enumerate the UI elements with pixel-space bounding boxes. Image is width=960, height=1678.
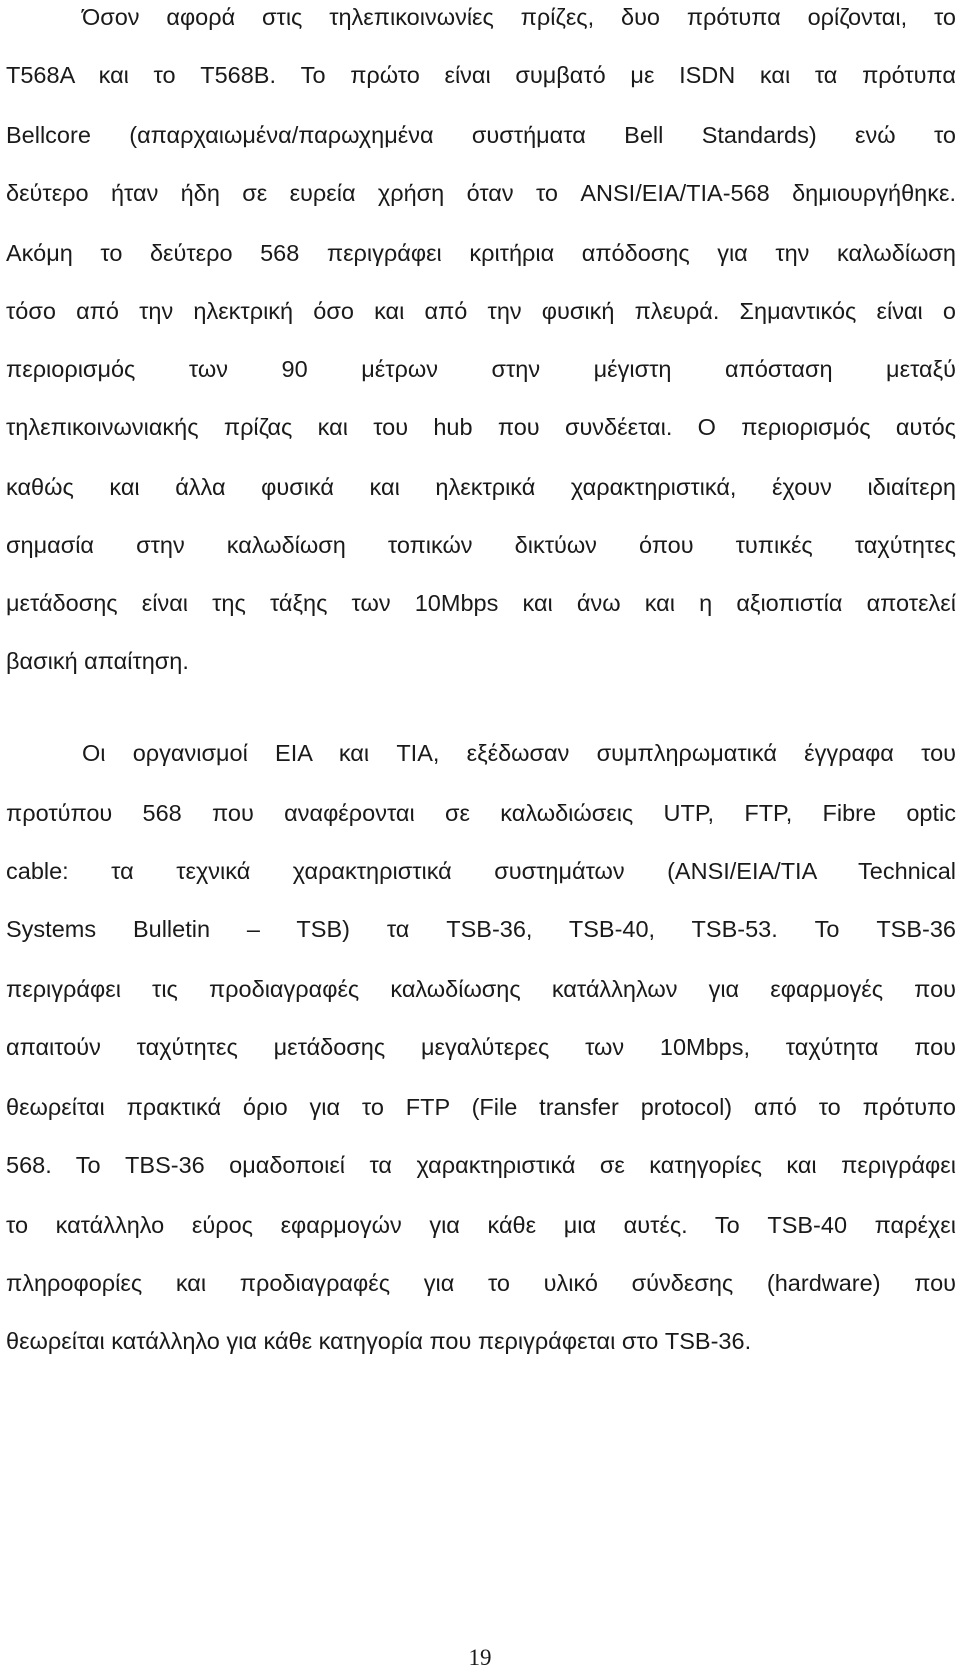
text-line: Οι οργανισμοί EIA και TIA, εξέδωσαν συμπληρωματικά έγγραφα του — [82, 740, 956, 766]
text-line: θεωρείται κατάλληλο για κάθε κατηγορία που περιγράφεται στο TSB-36. — [6, 1328, 752, 1354]
text-line: καθώς και άλλα φυσικά και ηλεκτρικά χαρακτηριστικά, έχουν ιδιαίτερη — [6, 474, 956, 500]
text-line: Systems Bulletin – TSB) τα TSB-36, TSB-40, TSB-53. Το TSB-36 — [6, 916, 956, 942]
text-line: δεύτερο ήταν ήδη σε ευρεία χρήση όταν το ANSI/EIA/TIA-568 δημιουργήθηκε. — [6, 180, 956, 206]
text-line: σημασία στην καλωδίωση τοπικών δικτύων όπου τυπικές ταχύτητες — [6, 532, 956, 558]
text-line: περιορισμός των 90 μέτρων στην μέγιστη απόσταση μεταξύ — [6, 356, 956, 382]
text-line: Bellcore (απαρχαιωμένα/παρωχημένα συστήματα Bell Standards) ενώ το — [6, 122, 956, 148]
text-line: τηλεπικοινωνιακής πρίζας και του hub που συνδέεται. Ο περιορισμός αυτός — [6, 414, 956, 440]
text-line: περιγράφει τις προδιαγραφές καλωδίωσης κατάλληλων για εφαρμογές που — [6, 976, 956, 1002]
text-line: cable: τα τεχνικά χαρακτηριστικά συστημάτων (ANSI/EIA/TIA Technical — [6, 858, 956, 884]
text-line: το κατάλληλο εύρος εφαρμογών για κάθε μια αυτές. Το TSB-40 παρέχει — [6, 1212, 956, 1238]
text-line: Όσον αφορά στις τηλεπικοινωνίες πρίζες, δυο πρότυπα ορίζονται, το — [82, 4, 956, 30]
text-line: τόσο από την ηλεκτρική όσο και από την φυσική πλευρά. Σημαντικός είναι ο — [6, 298, 956, 324]
text-line: 568. Το TBS-36 ομαδοποιεί τα χαρακτηριστικά σε κατηγορίες και περιγράφει — [6, 1152, 956, 1178]
text-line: προτύπου 568 που αναφέρονται σε καλωδιώσεις UTP, FTP, Fibre optic — [6, 800, 956, 826]
text-line: βασική απαίτηση. — [6, 648, 189, 674]
page-number: 19 — [468, 1645, 492, 1670]
text-line: πληροφορίες και προδιαγραφές για το υλικό σύνδεσης (hardware) που — [6, 1270, 956, 1296]
text-line: T568A και το T568B. Το πρώτο είναι συμβατό με ISDN και τα πρότυπα — [6, 62, 956, 88]
text-line: μετάδοσης είναι της τάξης των 10Mbps και άνω και η αξιοπιστία αποτελεί — [6, 590, 956, 616]
text-line: Ακόμη το δεύτερο 568 περιγράφει κριτήρια απόδοσης για την καλωδίωση — [6, 240, 956, 266]
text-line: θεωρείται πρακτικά όριο για το FTP (File transfer protocol) από το πρότυπο — [6, 1094, 956, 1120]
text-line: απαιτούν ταχύτητες μετάδοσης μεγαλύτερες των 10Mbps, ταχύτητα που — [6, 1034, 956, 1060]
